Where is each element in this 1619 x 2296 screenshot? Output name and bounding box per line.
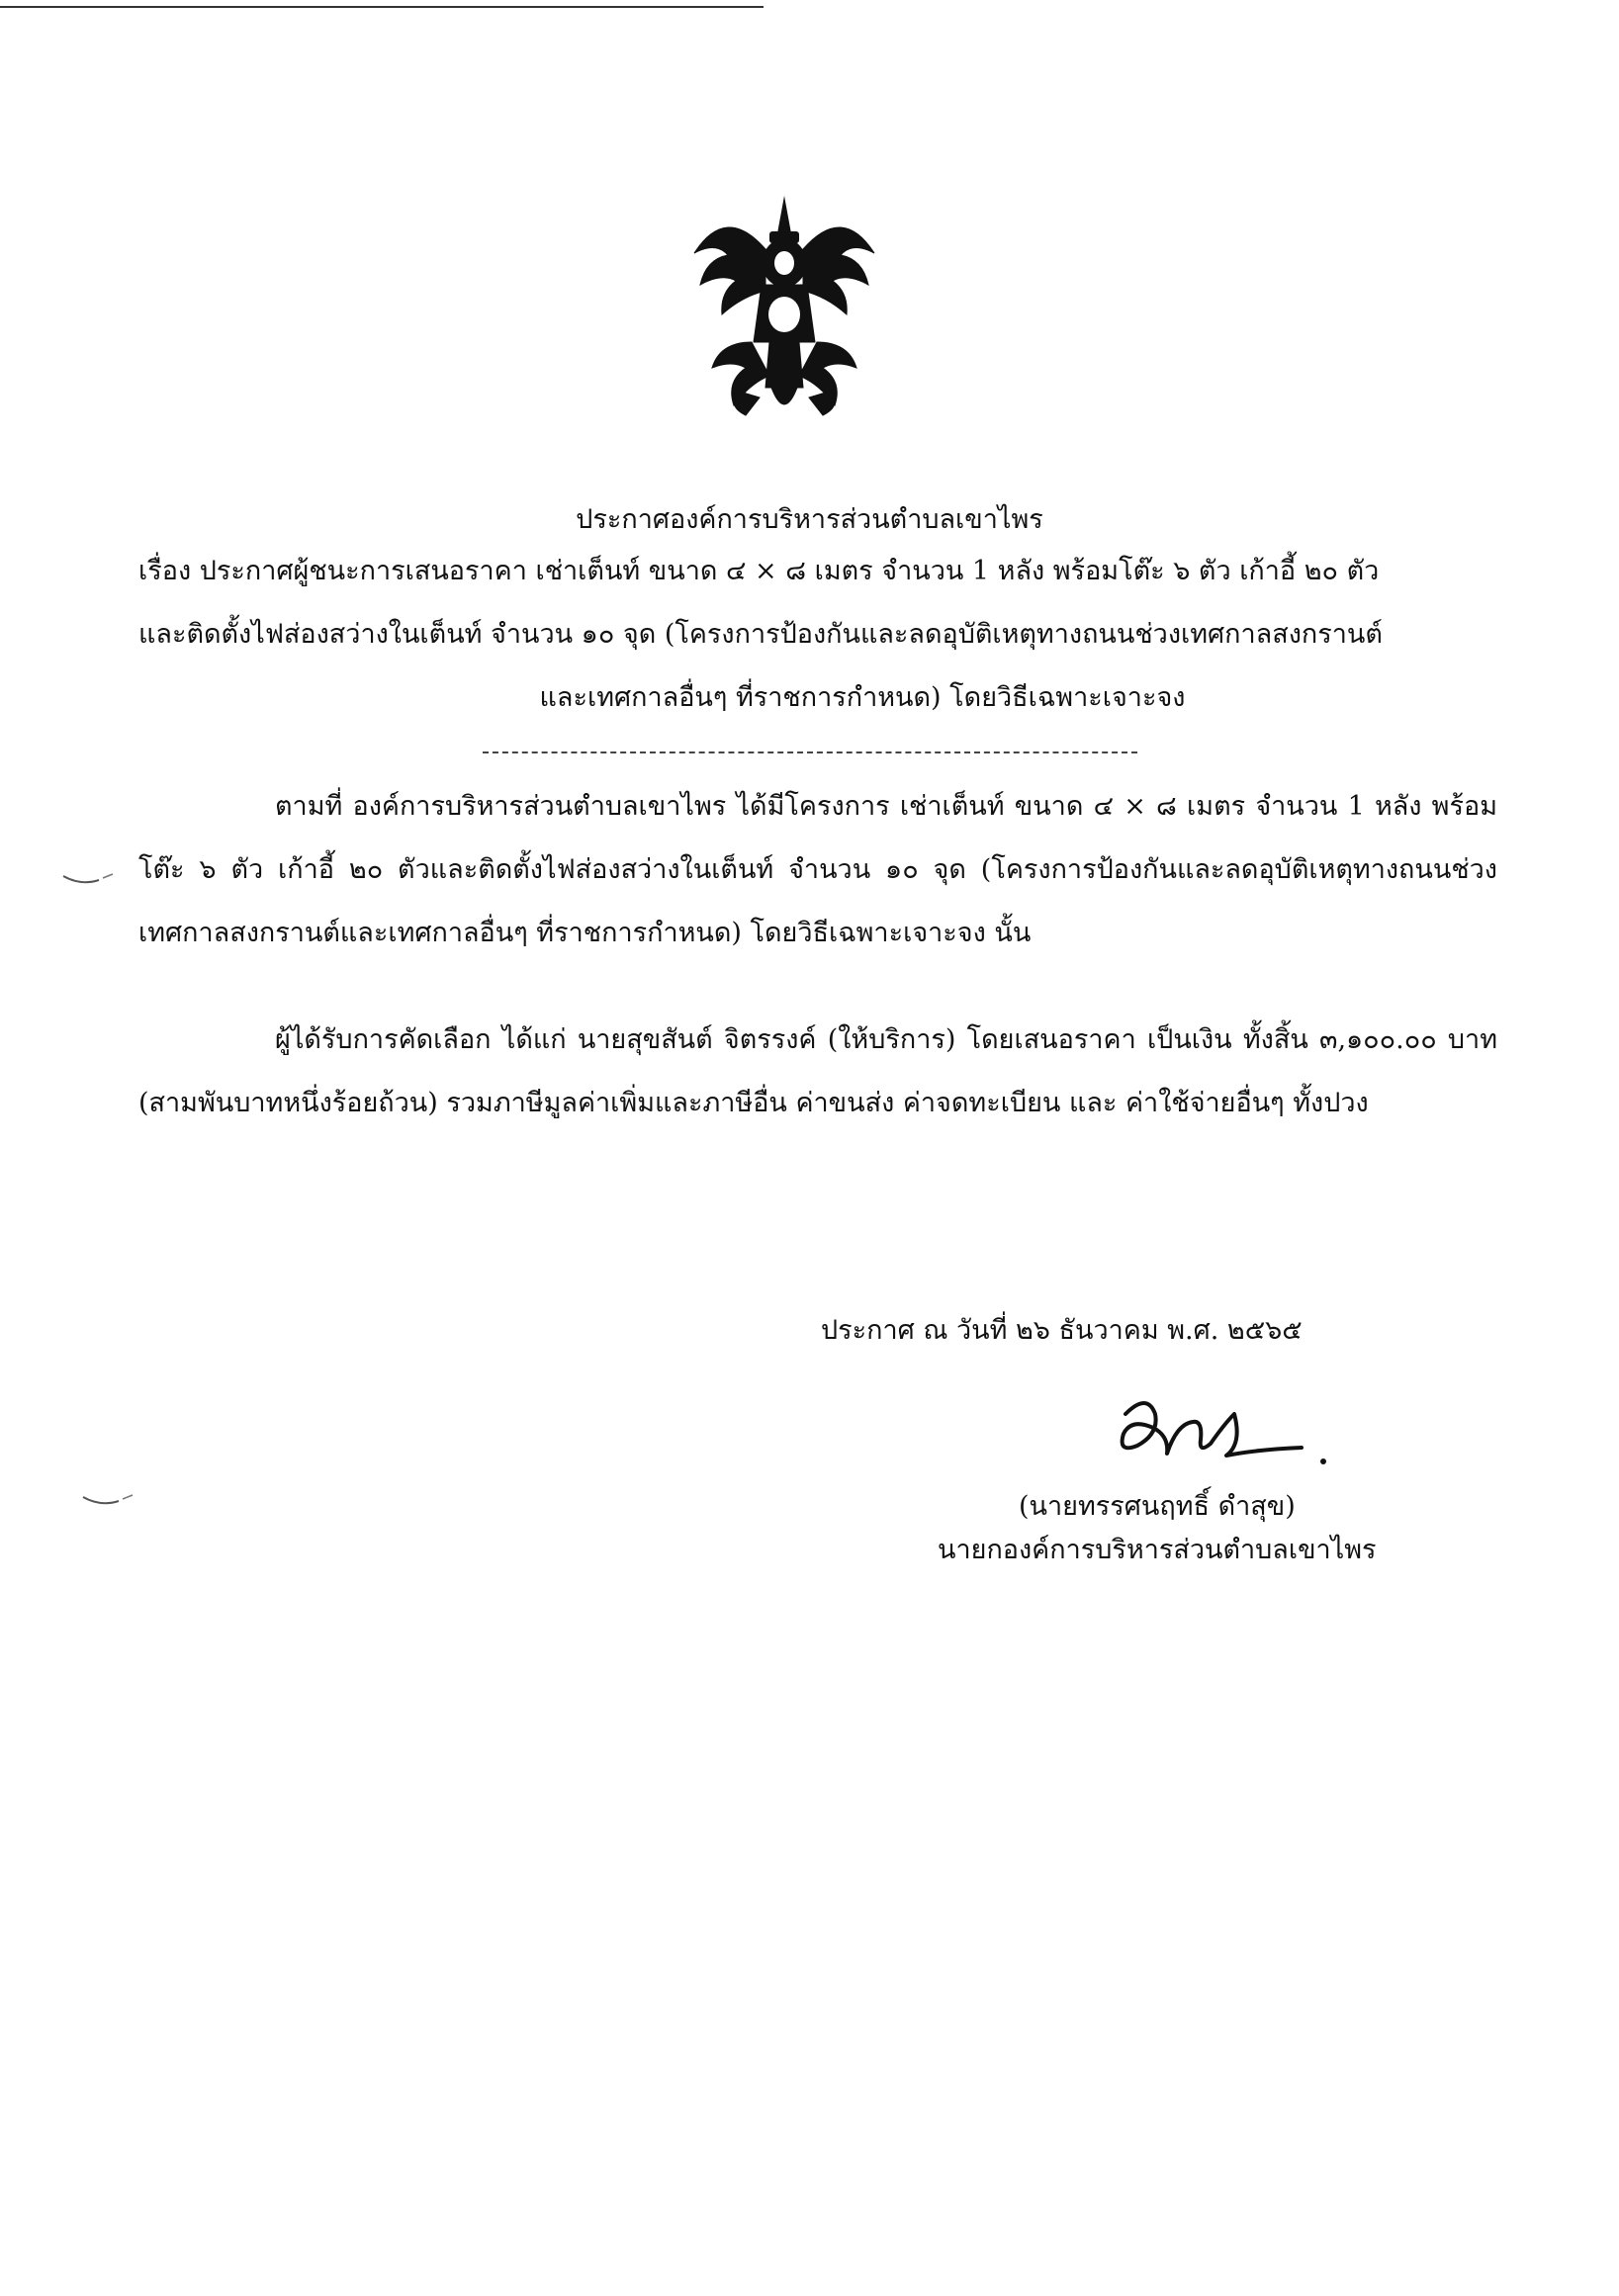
- paragraph-winner: [138, 1009, 1497, 1135]
- garuda-emblem-icon: [686, 194, 882, 421]
- scan-mark: [79, 1491, 138, 1511]
- signer-title: นายกองค์การบริหารส่วนตำบลเขาไพร: [938, 1535, 1377, 1565]
- subject-line: และติดตั้งไฟส่องสว่างในเต็นท์ จำนวน ๑๐ จุด (โครงการป้องกันและลดอุบัติเหตุทางถนนช่วงเทศกาลสงกรานต์: [138, 619, 1383, 650]
- scan-mark: [59, 870, 119, 890]
- announcement-title: ประกาศองค์การบริหารส่วนตำบลเขาไพร: [576, 504, 1043, 535]
- paragraph-text: ตามที่ องค์การบริหารส่วนตำบลเขาไพร ได้มีโครงการ เช่าเต็นท์ ขนาด ๔ × ๘ เมตร จำนวน 1 หลัง พร้อมโต๊ะ ๖ ตัว เก้าอี้ ๒๐ ตัวและติดตั้งไฟส่องสว่างในเต็นท์ จำนวน ๑๐ จุด (โครงการป้องกันและลดอุบัติเหตุทางถนนช่วงเทศกาลสงกรานต์และเทศกาลอื่นๆ ที่ราชการกำหนด) โดยวิธีเฉพาะเจาะจง นั้น: [138, 791, 1497, 948]
- announcement-date: ประกาศ ณ วันที่ ๒๖ ธันวาคม พ.ศ. ๒๕๖๕: [821, 1315, 1303, 1346]
- dashed-divider: [483, 751, 1137, 753]
- handwritten-signature: [1108, 1384, 1345, 1473]
- paragraph-project: [138, 775, 1497, 965]
- subject-line: และเทศกาลอื่นๆ ที่ราชการกำหนด) โดยวิธีเฉพาะเจาะจง: [539, 682, 1186, 713]
- paragraph-text: ผู้ได้รับการคัดเลือก ได้แก่ นายสุขสันต์ จิตรรงค์ (ให้บริการ) โดยเสนอราคา เป็นเงิน ทั้งสิ้น ๓,๑๐๐.๐๐ บาท (สามพันบาทหนึ่งร้อยถ้วน) รวมภาษีมูลค่าเพิ่มและภาษีอื่น ค่าขนส่ง ค่าจดทะเบียน และ ค่าใช้จ่ายอื่นๆ ทั้งปวง: [138, 1024, 1497, 1118]
- scan-edge-line: [0, 6, 764, 8]
- subject-block: [138, 540, 1497, 730]
- subject-line: เรื่อง ประกาศผู้ชนะการเสนอราคา เช่าเต็นท์ ขนาด ๔ × ๘ เมตร จำนวน 1 หลัง พร้อมโต๊ะ ๖ ตัว เก้าอี้ ๒๐ ตัว: [138, 556, 1380, 586]
- signer-name: (นายทรรศนฤทธิ์ ดำสุข): [1019, 1491, 1296, 1522]
